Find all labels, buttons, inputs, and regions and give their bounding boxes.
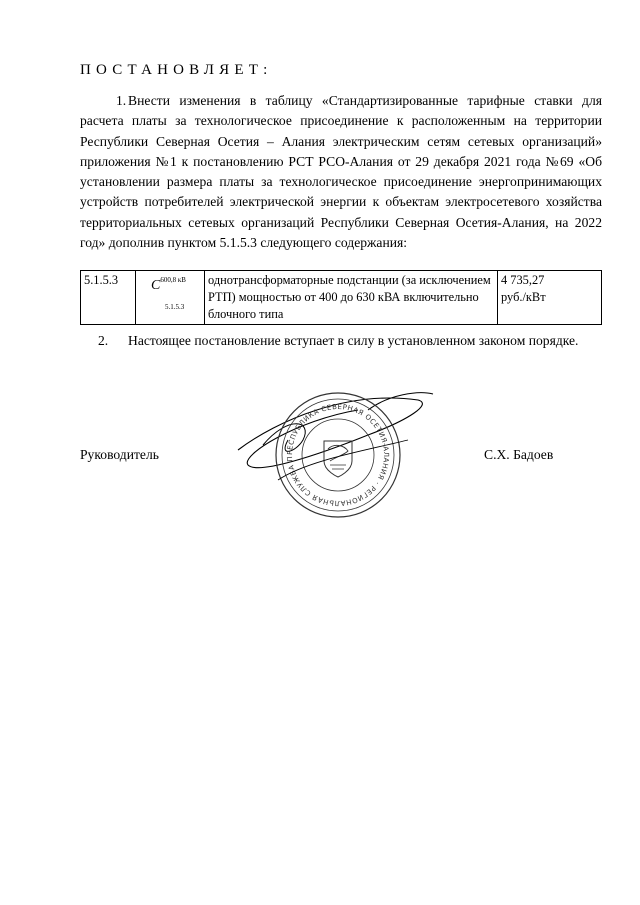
official-seal-and-signature <box>218 380 448 540</box>
item-2-text: Настоящее постановление вступает в силу в установленном законом порядке. <box>128 333 579 348</box>
item-1-number: 1. <box>116 93 127 108</box>
row-description-cell: однотрансформаторные подстанции (за исключением РТП) мощностью от 400 до 630 кВА включительно блочного типа <box>205 271 498 325</box>
document-heading: ПОСТАНОВЛЯЕТ: <box>80 62 273 78</box>
item-2-paragraph <box>80 331 602 351</box>
rate-symbol-subscript: 5.1.5.3 <box>165 303 185 311</box>
tariff-insert-table <box>80 270 602 325</box>
item-2-number: 2. <box>98 333 109 348</box>
row-value: 4 735,27 <box>501 273 545 287</box>
row-value-cell <box>498 271 602 325</box>
signatory-name: С.Х. Бадоев <box>484 447 554 462</box>
rate-symbol: $C^{600,8 кВ}$ $_{5.1.5.3}$ <box>151 276 186 311</box>
signatory-position: Руководитель <box>80 447 159 462</box>
table-row <box>81 271 602 325</box>
rate-symbol-superscript: 600,8 кВ <box>160 276 186 284</box>
row-unit: руб./кВт <box>501 290 546 304</box>
row-code-cell: 5.1.5.3 <box>81 271 136 325</box>
svg-text:РЕСПУБЛИКА СЕВЕРНАЯ ОСЕТИЯ-АЛА: РЕСПУБЛИКА СЕВЕРНАЯ ОСЕТИЯ-АЛАНИЯ · РЕГИОНАЛЬНАЯ СЛУЖБА ПО ТАРИФАМ <box>285 402 391 508</box>
row-symbol-cell <box>136 271 205 325</box>
item-1-text: Внести изменения в таблицу «Стандартизированные тарифные ставки для расчета платы за технологическое присоединение к расположенным на территории Республики Северная Осетия – Алания электрическим сетям сетевых организаций» приложения №1 к постановлению РСТ РСО-Алания от 29 декабря 2021 года №69 «Об установлении размера платы за технологическое присоединение энергопринимающих устройств потребителей электрической энергии к объектам электросетевого хозяйства территориальных сетевых организаций Республики Северная Осетия-Алания, на 2022 год» дополнив пунктом 5.1.5.3 следующего содержания: <box>80 93 602 251</box>
item-1-paragraph <box>80 91 602 253</box>
